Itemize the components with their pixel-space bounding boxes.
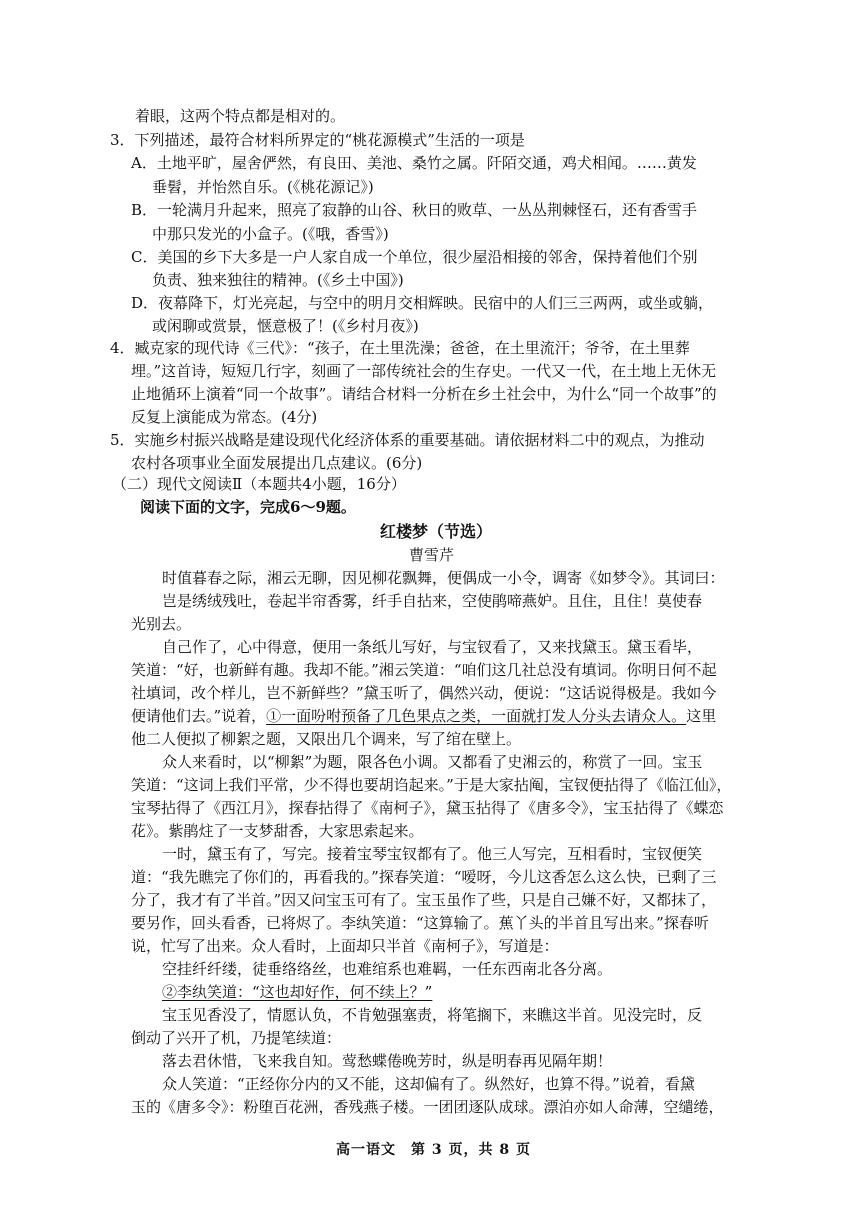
option-b: B．一轮满月升起来，照亮了寂静的山谷、秋日的败草、一丛丛荆棘怪石，还有香雪手	[131, 201, 698, 219]
question-3-stem: 3．下列描述，最符合材料所界定的“桃花源模式”生活的一项是	[110, 131, 525, 149]
paragraph-line: 众人笑道：“正经你分内的又不能，这却偏有了。纵然好，也算不得。”说着，看黛	[162, 1075, 695, 1093]
paragraph-line: 光别去。	[131, 615, 192, 633]
paragraph-line: 一时，黛玉有了，写完。接着宝琴宝钗都有了。他三人写完，互相看时，宝钗便笑	[162, 845, 703, 863]
page-footer: 高一语文 第 3 页，共 8 页	[336, 1142, 531, 1158]
poem-line: 空挂纤纤缕，徒垂络络丝，也难绾系也难羁，一任东西南北各分离。	[162, 960, 613, 978]
underlined-sentence-1: ①一面吩咐预备了几色果点之类，一面就打发人分头去请众人。	[266, 707, 687, 725]
question-4-stem: 4．臧克家的现代诗《三代》：“孩子，在土里洗澡；爸爸，在土里流汗；爷爷，在土里葬	[110, 339, 690, 357]
paragraph-line: 倒动了兴开了机，乃提笔续道：	[131, 1029, 342, 1047]
paragraph-line: 众人来看时，以“柳絮”为题，限各色小调。又都看了史湘云的，称赏了一回。宝玉	[162, 753, 703, 771]
option-d: D．夜幕降下，灯光亮起，与空中的明月交相辉映。民宿中的人们三三两两，或坐或躺，	[131, 294, 714, 312]
question-4-line: 埋。”这首诗，短短几行字，刻画了一部传统社会的生存史。一代又一代，在土地上无休无	[131, 362, 717, 380]
text-span: 便请他们去。”说着，	[131, 707, 267, 725]
poem-line: 落去君休惜，飞来我自知。莺愁蝶倦晚芳时，纵是明春再见隔年期！	[162, 1052, 613, 1070]
instruction: 阅读下面的文字，完成6～9题。	[140, 498, 356, 516]
option-c-cont: 负责、独来独往的精神。(《乡土中国》)	[152, 271, 404, 289]
section-header: （二）现代文阅读Ⅱ（本题共4小题，16分）	[112, 475, 406, 493]
option-a-cont: 垂髫，并怡然自乐。(《桃花源记》)	[152, 178, 374, 196]
paragraph-line: 宝玉见香没了，情愿认负，不肯勉强塞责，将笔搁下，来瞧这半首。见没完时，反	[162, 1006, 703, 1024]
paragraph-line: 玉的《唐多令》：粉堕百花洲，香残燕子楼。一团团逐队成球。漂泊亦如人命薄，空缱绻，	[131, 1098, 724, 1116]
article-author: 曹雪芹	[409, 546, 455, 564]
paragraph-line: 分了，我才有了半首。”因又问宝玉可有了。宝玉虽作了些，只是自己嫌不好，又都抹了，	[131, 891, 717, 909]
paragraph-line: 他二人便拟了柳絮之题，又限出几个调来，写了绾在壁上。	[131, 730, 522, 748]
underlined-sentence-2: ②李纨笑道：“这也却好作，何不续上？”	[162, 983, 433, 1001]
text-line: 着眼，这两个特点都是相对的。	[135, 107, 346, 125]
paragraph-line: 要另作，回头看香，已将烬了。李纨笑道：“这算输了。蕉丫头的半首且写出来。”探春听	[131, 914, 709, 932]
option-a: A．土地平旷，屋舍俨然，有良田、美池、桑竹之属。阡陌交通，鸡犬相闻。……黄发	[131, 154, 697, 172]
paragraph-line: 宝琴拈得了《西江月》，探春拈得了《南柯子》，黛玉拈得了《唐多令》，宝玉拈得了《蝶恋	[131, 799, 724, 817]
paragraph-line: 岂是绣绒残吐，卷起半帘香雾，纤手自拈来，空使鹃啼燕妒。且住，且住！莫使春	[162, 592, 703, 610]
question-4-line: 止地循环上演着“同一个故事”。请结合材料一分析在乡土社会中，为什么“同一个故事”的	[131, 385, 717, 403]
paragraph-line: 时值暮春之际，湘云无聊，因见柳花飘舞，便偶成一小令，调寄《如梦令》。其词曰：	[162, 569, 725, 587]
option-b-cont: 中那只发光的小盒子。(《哦，香雪》)	[152, 225, 389, 243]
paragraph-line: 说，忙写了出来。众人看时，上面却只半首《南柯子》，写道是：	[131, 937, 559, 955]
article-title: 红楼梦（节选）	[380, 522, 493, 541]
question-5-stem: 5．实施乡村振兴战略是建设现代化经济体系的重要基础。请依据材料二中的观点，为推动	[110, 431, 705, 449]
paragraph-line: 笑道：“这词上我们平常，少不得也要胡诌起来。”于是大家拈阄，宝钗便拈得了《临江仙》，	[131, 776, 732, 794]
option-d-cont: 或闲聊或赏景，惬意极了！(《乡村月夜》)	[152, 317, 419, 335]
paragraph-line: 笑道：“好，也新鲜有趣。我却不能。”湘云笑道：“咱们这几社总没有填词。你明日何不起	[131, 661, 717, 679]
paragraph-line	[0, 706, 867, 726]
paragraph-line: 社填词，改个样儿，岂不新鲜些？”黛玉听了，偶然兴动，便说：“这话说得极是。我如今	[131, 684, 717, 702]
paragraph-line	[0, 982, 867, 1002]
paragraph-line: 道：“我先瞧完了你们的，再看我的。”探春笑道：“嗳呀，今儿这香怎么这么快，已剩了三	[131, 868, 717, 886]
option-c: C．美国的乡下大多是一户人家自成一个单位，很少屋沿相接的邻舍，保持着他们个别	[131, 248, 698, 266]
question-4-line: 反复上演能成为常态。(4分)	[131, 408, 318, 426]
paragraph-line: 花》。紫鹃炷了一支梦甜香，大家思索起来。	[131, 822, 424, 840]
question-5-line: 农村各项事业全面发展提出几点建议。(6分)	[131, 454, 423, 472]
text-span: 这里	[686, 707, 717, 725]
paragraph-line: 自己作了，心中得意，便用一条纸儿写好，与宝钗看了，又来找黛玉。黛玉看毕，	[162, 638, 703, 656]
